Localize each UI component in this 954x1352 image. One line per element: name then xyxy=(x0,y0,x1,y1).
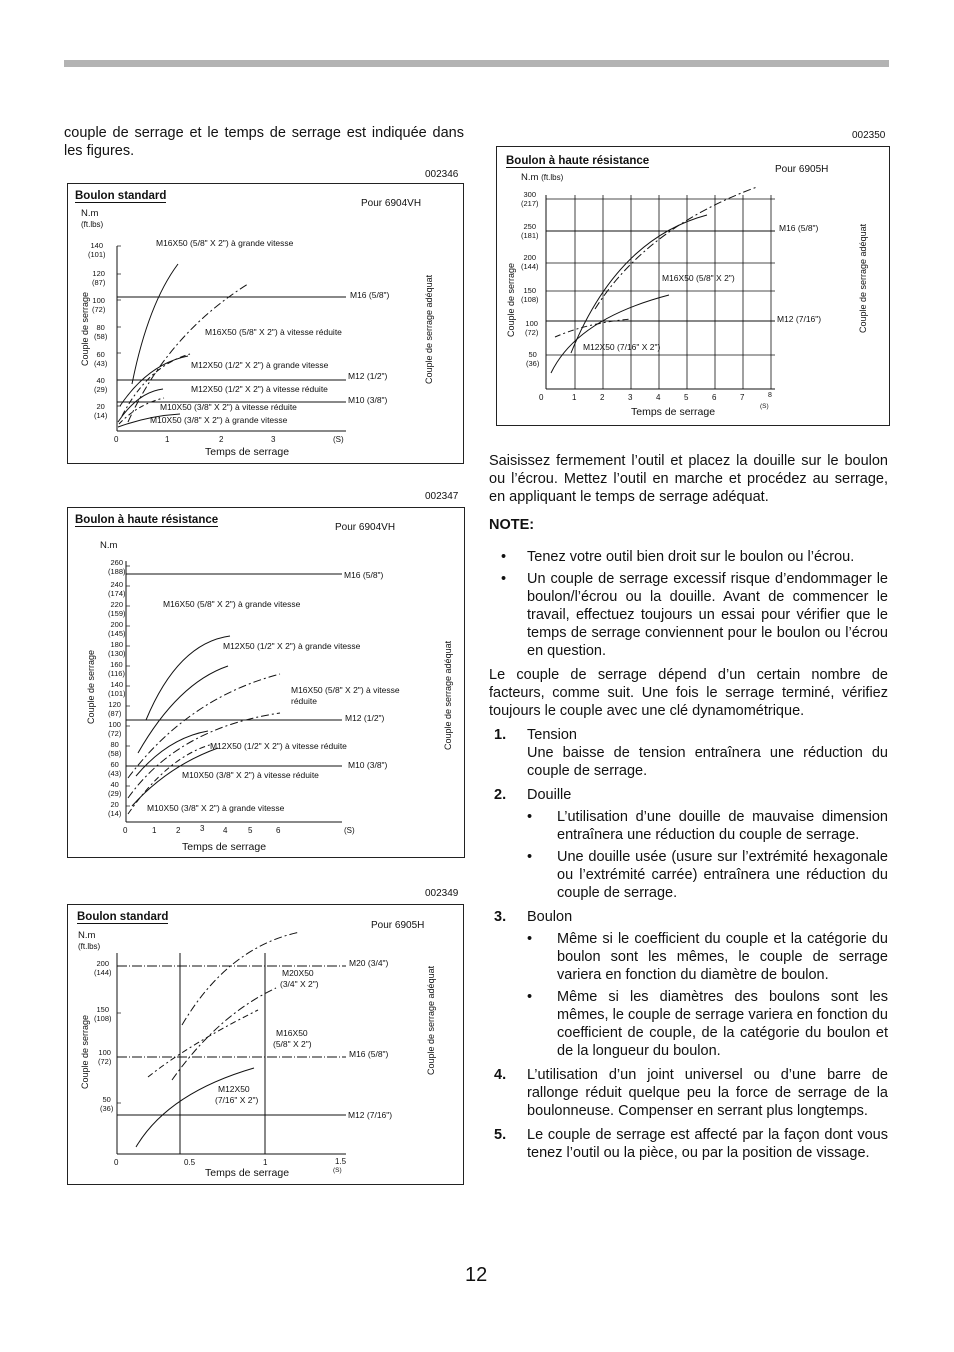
x-tick: 4 xyxy=(656,393,661,402)
x-tick: 4 xyxy=(223,826,228,835)
curve-label: (3/4" X 2") xyxy=(280,979,319,989)
figure-high-resistance-6904vh xyxy=(67,507,465,858)
sub-text: Même si le coefficient du couple et la catégorie du boulon sont les mêmes, le couple de serrage variera en fonction du diamètre de boulon. xyxy=(557,931,888,983)
y-tick: 60 (43) xyxy=(94,350,108,368)
curve-label: M12 (7/16") xyxy=(777,314,822,324)
paragraph: Saisissez fermement l’outil et placez la douille sur le boulon ou l’écrou. Mettez l’outil en marche et procédez au serrage, en appliquant le temps de serrage adéquat. xyxy=(489,453,888,505)
numbered-item xyxy=(489,786,888,902)
unit-label xyxy=(81,208,103,230)
y-tick: 80 (58) xyxy=(94,323,108,341)
unit-label xyxy=(78,930,100,952)
right-axis-label: Couple de serrage adéquat xyxy=(858,223,868,333)
y-tick: 150 (108) xyxy=(521,286,539,304)
curve-label: M16 (5/8") xyxy=(349,1049,389,1059)
figure-id: 002347 xyxy=(425,491,459,502)
x-tick: 0 xyxy=(539,393,544,402)
curve-label: M16 (5/8") xyxy=(779,223,819,233)
right-axis-label: Couple de serrage adéquat xyxy=(443,640,453,750)
y-tick: 100 (72) xyxy=(525,319,539,337)
y-tick: 40 (29) xyxy=(94,376,108,394)
y-tick: 180 (130) xyxy=(108,640,126,658)
x-tick: 0 xyxy=(123,826,128,835)
y-tick: 240 (174) xyxy=(108,580,126,598)
x-tick: 2 xyxy=(176,826,181,835)
y-axis-label: Couple de serrage xyxy=(80,1014,90,1089)
figure-title: Boulon à haute résistance xyxy=(75,514,219,526)
figure-title: Boulon standard xyxy=(77,911,169,923)
x-tick: 5 xyxy=(684,393,689,402)
figure-id: 002349 xyxy=(425,888,459,899)
curve-label: M12X50 (1/2" X 2") à vitesse réduite xyxy=(210,741,347,751)
sub-bullet: • Même si les diamètres des boulons sont les mêmes, le couple de serrage variera en fonction du coefficient de couple, de la catégorie du boulon et de la longueur du boulon. xyxy=(527,989,888,1059)
y-tick: 80 (58) xyxy=(108,740,122,758)
figure-id: 002346 xyxy=(425,169,459,180)
curve-label: M16 (5/8") xyxy=(344,570,384,580)
x-axis-label: Temps de serrage xyxy=(205,1167,290,1179)
curve-label: M16X50 (5/8" X 2") xyxy=(662,273,735,283)
y-tick: 50 (36) xyxy=(100,1095,114,1113)
y-tick: 20 (14) xyxy=(94,402,108,420)
bullet-text: Tenez votre outil bien droit sur le boulon ou l’écrou. xyxy=(527,549,855,565)
numbered-item xyxy=(489,1126,888,1162)
item-number: 3. xyxy=(494,909,507,925)
figure-model: Pour 6905H xyxy=(775,164,829,175)
figure-standard-6905h xyxy=(67,904,464,1185)
unit-ftlbs: (ft.lbs) xyxy=(81,220,104,229)
y-axis-label: Couple de serrage xyxy=(80,291,90,366)
x-tick: 1 xyxy=(263,1158,268,1167)
x-tick: (S) xyxy=(344,826,355,835)
x-tick: 6 xyxy=(712,393,717,402)
unit-label xyxy=(521,172,563,183)
sub-bullet: • L’utilisation d’une douille de mauvaise dimension entraînera une réduction du couple de serrage. xyxy=(527,809,888,843)
x-axis-label: Temps de serrage xyxy=(205,446,290,458)
item-text: Une baisse de tension entraînera une réduction du couple de serrage. xyxy=(527,745,888,779)
figure-title: Boulon à haute résistance xyxy=(506,155,650,167)
curve-label: (7/16" X 2") xyxy=(215,1095,259,1105)
x-tick: 1 xyxy=(165,435,170,444)
x-tick: 2 xyxy=(219,435,224,444)
x-tick: 3 xyxy=(628,393,633,402)
curve-label: M16X50 xyxy=(276,1028,308,1038)
curve-label: M10X50 (3/8" X 2") à grande vitesse xyxy=(147,803,285,813)
x-tick: 0 xyxy=(114,1158,119,1167)
x-tick: 7 xyxy=(740,393,745,402)
curve-label: M12 (1/2") xyxy=(345,713,385,723)
right-axis-label: Couple de serrage adéquat xyxy=(426,965,436,1075)
figure-high-resistance-6905h xyxy=(496,146,890,426)
top-rule xyxy=(64,60,889,67)
y-tick: 200 (145) xyxy=(108,620,126,638)
instructions-column xyxy=(489,452,888,1166)
item-title: Tension xyxy=(527,727,577,743)
note-title: NOTE: xyxy=(489,517,535,533)
curve-label: M12 (7/16") xyxy=(348,1110,393,1120)
item-title: Douille xyxy=(527,787,572,803)
x-tick: 2 xyxy=(600,393,605,402)
numbered-item xyxy=(489,726,888,780)
intro-text: couple de serrage et le temps de serrage est indiquée dans les figures. xyxy=(64,125,464,159)
y-tick: 160 (116) xyxy=(108,660,125,678)
y-tick: 140 (101) xyxy=(108,680,126,698)
y-axis-label: Couple de serrage xyxy=(506,262,516,337)
unit-nm: N.m xyxy=(78,930,96,941)
y-tick: 300 (217) xyxy=(521,190,539,208)
y-tick: 150 (108) xyxy=(94,1005,112,1023)
curve-label: M12X50 (1/2" X 2") à vitesse réduite xyxy=(191,384,328,394)
sub-text: Même si les diamètres des boulons sont les mêmes, le couple de serrage variera en fonction du coefficient de couple, de la catégorie du boulon et de la longueur du boulon. xyxy=(557,989,888,1059)
curve-label: M12 (1/2") xyxy=(348,371,388,381)
figure-model: Pour 6904VH xyxy=(361,198,422,209)
y-tick: 120 (87) xyxy=(92,269,106,287)
numbered-item xyxy=(489,1066,888,1120)
x-tick: 5 xyxy=(248,826,253,835)
right-axis-label: Couple de serrage adéquat xyxy=(424,274,434,384)
x-axis-label: Temps de serrage xyxy=(631,406,716,418)
curve-label: M10X50 (3/8" X 2") à vitesse réduite xyxy=(160,402,297,412)
y-axis-label: Couple de serrage xyxy=(86,649,96,724)
figure-model: Pour 6905H xyxy=(371,920,425,931)
y-tick: 250 (181) xyxy=(521,222,539,240)
curve-label: M16X50 (5/8" X 2") à grande vitesse xyxy=(156,238,294,248)
y-tick: 100 (72) xyxy=(92,296,106,314)
figure-model: Pour 6904VH xyxy=(335,522,396,533)
y-tick: 220 (159) xyxy=(108,600,126,618)
bullet-text: Un couple de serrage excessif risque d’endommager le boulon/l’écrou ou la douille. Avant de commencer le travail, effectuez toujours un essai pour vérifier que le temps de serrage conviennent pour le boulon ou l’écrou en question. xyxy=(527,571,888,659)
curve-label: M12X50 xyxy=(218,1084,250,1094)
curve-label: M12X50 (1/2" X 2") à grande vitesse xyxy=(191,360,329,370)
x-tick: 3 xyxy=(271,435,276,444)
chart-graphic xyxy=(68,905,465,1186)
sub-text: L’utilisation d’une douille de mauvaise dimension entraînera une réduction du couple de serrage. xyxy=(557,809,888,843)
curve-label: M16 (5/8") xyxy=(350,290,390,300)
y-tick: 260 (188) xyxy=(108,558,126,576)
x-unit: (S) xyxy=(760,403,769,410)
curve-label: M20X50 xyxy=(282,968,314,978)
item-text: Le couple de serrage est affecté par la façon dont vous tenez l’outil ou la pièce, ou par la position de vissage. xyxy=(527,1127,888,1161)
y-tick: 20 (14) xyxy=(108,800,122,818)
y-tick: 40 (29) xyxy=(108,780,122,798)
x-unit: (S) xyxy=(333,1167,342,1174)
item-number: 1. xyxy=(494,727,507,743)
x-tick: 8 xyxy=(768,392,772,399)
curve-label: M16X50 (5/8" X 2") à grande vitesse xyxy=(163,599,301,609)
chart-graphic xyxy=(497,147,891,427)
curve-label: (5/8" X 2") xyxy=(273,1039,312,1049)
curve-label: M12X50 (1/2" X 2") à grande vitesse xyxy=(223,641,361,651)
y-tick: 200 (144) xyxy=(521,253,539,271)
item-number: 2. xyxy=(494,787,507,803)
curve-label: M10X50 (3/8" X 2") à vitesse réduite xyxy=(182,770,319,780)
unit-label: N.m xyxy=(100,540,118,551)
sub-text: Une douille usée (usure sur l’extrémité hexagonale ou l’extrémité carrée) entraînera une réduction du couple de serrage. xyxy=(557,849,888,901)
y-tick: 200 (144) xyxy=(94,959,112,977)
y-tick: 100 (72) xyxy=(108,720,122,738)
curve-label: M10 (3/8") xyxy=(348,395,388,405)
x-tick: (S) xyxy=(333,435,344,444)
x-tick: 6 xyxy=(276,826,281,835)
curve-label: M16X50 (5/8" X 2") à vitesse réduite xyxy=(291,685,400,706)
unit-nm: N.m xyxy=(81,208,99,219)
unit-ftlbs: (ft.lbs) xyxy=(78,942,101,951)
x-tick: 1.5 xyxy=(335,1157,347,1166)
unit-ftlbs: (ft.lbs) xyxy=(541,173,564,182)
item-title: Boulon xyxy=(527,909,573,925)
x-tick: 1 xyxy=(572,393,577,402)
x-tick: 0 xyxy=(114,435,119,444)
curve-label: M16X50 (5/8" X 2") à vitesse réduite xyxy=(205,327,342,337)
y-tick: 60 (43) xyxy=(108,760,122,778)
item-number: 5. xyxy=(494,1127,507,1143)
note-bullet: • Tenez votre outil bien droit sur le boulon ou l’écrou. xyxy=(501,549,855,565)
sub-bullet: • Une douille usée (usure sur l’extrémité hexagonale ou l’extrémité carrée) entraînera une réduction du couple de serrage. xyxy=(527,849,888,901)
curve-label: M10 (3/8") xyxy=(348,760,388,770)
x-tick: 0.5 xyxy=(184,1158,196,1167)
x-tick: 3 xyxy=(200,824,205,833)
y-tick: 120 (87) xyxy=(108,700,122,718)
y-tick: 140 (101) xyxy=(88,241,106,259)
item-number: 4. xyxy=(494,1067,507,1083)
figure-standard-6904vh xyxy=(67,183,464,464)
x-axis-label: Temps de serrage xyxy=(182,841,267,853)
numbered-item xyxy=(489,908,888,1060)
curve-label: M10X50 (3/8" X 2") à grande vitesse xyxy=(150,415,288,425)
figure-title: Boulon standard xyxy=(75,190,167,202)
x-tick: 1 xyxy=(152,826,157,835)
curve-label: M12X50 (7/16" X 2") xyxy=(583,342,661,352)
note-bullet: • Un couple de serrage excessif risque d’endommager le boulon/l’écrou ou la douille. Avant de commencer le travail, effectuez toujours un essai pour vérifier que le temps de serrage conviennent pour le boulon ou l’écrou en question. xyxy=(501,571,888,659)
sub-bullet: • Même si le coefficient du couple et la catégorie du boulon sont les mêmes, le couple de serrage variera en fonction du diamètre de boulon. xyxy=(527,931,888,983)
page-number: 12 xyxy=(465,1264,488,1286)
unit-nm: N.m xyxy=(521,172,539,183)
figure-id: 002350 xyxy=(852,130,886,141)
y-tick: 100 (72) xyxy=(98,1048,112,1066)
y-tick: 50 (36) xyxy=(526,350,540,368)
curve-label: M20 (3/4") xyxy=(349,958,389,968)
paragraph: Le couple de serrage dépend d’un certain nombre de facteurs, comme suit. Une fois le serrage terminé, vérifiez toujours le couple avec une clé dynamométrique. xyxy=(489,667,888,719)
item-text: L’utilisation d’un joint universel ou d’une barre de rallonge réduit quelque peu la force de serrage de la boulonneuse. Compenser en serrant plus longtemps. xyxy=(527,1067,888,1119)
